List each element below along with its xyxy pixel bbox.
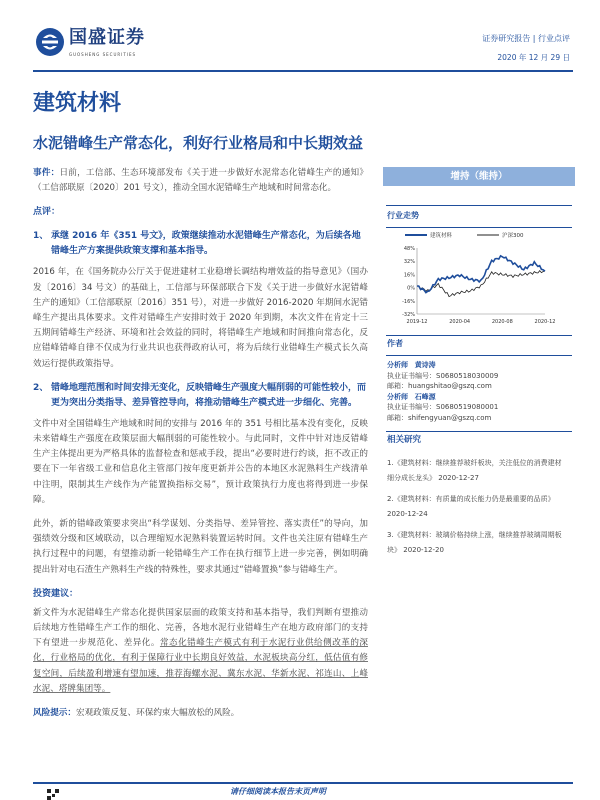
related-title: 相关研究 — [387, 435, 422, 445]
header-rule — [33, 70, 573, 72]
point-1 — [33, 229, 368, 371]
extra-paragraph: 此外，新的错峰政策要求突出“科学谋划、分类指导、差异管控、落实责任”的导向，加强绩效分级和区域联动，以合理缩短水泥熟料装置运转时间。文件也关注原有错峰生产执行过程中的问题，有望推动新一轮错峰生产工作在执行细节上进一步完善，例如明确提出针对电石渣生产熟料生产线的特殊性，要求其通过“错峰置换”参与错峰生产。 — [33, 519, 368, 575]
x-tick-label: 2020-08 — [491, 319, 513, 325]
divider — [386, 431, 572, 432]
y-tick-label: 0% — [407, 285, 415, 292]
y-tick-label: -32% — [402, 312, 415, 318]
y-tick-label: 16% — [403, 272, 415, 279]
x-tick-label: 2020-12 — [534, 319, 556, 325]
event-text: 日前，工信部、生态环境部发布《关于进一步做好水泥常态化错峰生产的通知》（工信部联原〔2020〕201 号文），推动全国水泥错峰生产地域和时间常态化。 — [33, 168, 368, 194]
point-body: 文件中对全国错峰生产地域和时间的安排与 2016 年的 351 号相比基本没有变化，反映未来错峰生产强度在政策层面大幅削弱的可能性较小。与此同时，文件中针对违反错峰生产主体提出更为严格具体的监督检查和惩戒手段，提出“必要时进行约谈，拒不改正的要在下一年省级工业和信息化主管部门按年度更新并公告的本地区水泥熟料生产线清单中注明，限制其生产线作为产能置换指标交易”，预计政策执行力度也将得到进一步保障。 — [33, 418, 368, 505]
event — [33, 166, 368, 196]
invest-recommendation: 常态化错峰生产模式有利于水泥行业供给侧改革的深化，行业格局的优化，有利于保障行业中长期良好效益，水泥板块高分红，低估值有修复空间，后续盈利增速有望加速，推荐海螺水泥、冀东水泥、华新水泥、祁连山、上峰水泥、塔牌集团等。 — [33, 638, 368, 694]
rating-badge: 增持（维持） — [383, 167, 575, 186]
invest-label: 投资建议： — [33, 588, 79, 599]
cert-label: 执业证书编号： — [387, 403, 436, 411]
y-tick-label: 32% — [403, 259, 415, 266]
related-title: 2.《建筑材料：有质量的成长能力仍是最重要的品质》 — [387, 495, 555, 503]
x-tick-label: 2019-12 — [406, 319, 428, 325]
related-item[interactable] — [387, 492, 567, 522]
point-title: 承继 2016 年《351 号文》，政策继续推动水泥错峰生产常态化，为后续各地错峰生产方案提供政策支撑和基本指导。 — [51, 231, 361, 257]
risk — [33, 706, 368, 721]
invest-text — [33, 606, 368, 697]
brand-en: GUOSHENG SECURITIES — [69, 52, 137, 57]
author-email[interactable]: shifengyuan@gszq.com — [408, 413, 492, 422]
related-date: 2020-12-24 — [387, 510, 428, 518]
logo — [35, 26, 195, 62]
invest-body: 新文件为水泥错峰生产常态化提供国家层面的政策支持和基本指导，我们判断有望推动后续地方性错峰生产工作的细化、完善，各地水泥行业错峰生产在地方政府部门的支持下有望进一步规范化、差异化。 — [33, 607, 368, 649]
author-name: 黄诗涛 — [414, 361, 436, 369]
divider — [386, 355, 572, 356]
cert-number: S0680518030009 — [436, 371, 499, 380]
author-email[interactable]: huangshitao@gszq.com — [408, 382, 492, 390]
related-title: 1.《建筑材料：继续推荐玻纤板块，关注低位的消费建材细分成长龙头》 — [387, 459, 562, 482]
trend-chart — [395, 230, 565, 330]
point-number: 2、 — [33, 382, 49, 393]
footer-rule — [33, 782, 573, 784]
x-tick-label: 2020-04 — [449, 319, 471, 325]
series-line-building-materials — [417, 256, 545, 293]
author — [387, 392, 573, 424]
author-role: 分析师 — [387, 361, 408, 369]
main-column — [33, 166, 368, 730]
point-2 — [33, 381, 368, 508]
legend-label: 沪深300 — [502, 233, 524, 239]
related-date: 2020-12-20 — [403, 546, 444, 554]
authors — [387, 360, 573, 423]
y-tick-label: -16% — [402, 298, 415, 305]
risk-label: 风险提示： — [33, 708, 76, 719]
event-label: 事件： — [33, 168, 60, 178]
risk-text: 宏观政策反复、环保约束大幅放松的风险。 — [75, 708, 240, 719]
related-date: 2020-12-27 — [438, 474, 479, 482]
comment-label: 点评： — [33, 207, 61, 218]
author — [387, 360, 573, 392]
point-title: 错峰地理范围和时间安排无变化，反映错峰生产强度大幅削弱的可能性较小，而更为突出分类指导、差异管控导向，将推动错峰生产模式进一步细化、完善。 — [51, 382, 367, 408]
brand-name: 国盛证券 — [69, 27, 145, 48]
related-title: 3.《建筑材料：玻璃价格持续上涨，继续推荐玻璃周期板块》 — [387, 531, 562, 554]
logo-icon — [35, 26, 65, 58]
related-item[interactable] — [387, 528, 567, 558]
legend-label: 建筑材料 — [430, 233, 453, 239]
email-label: 邮箱： — [387, 382, 408, 390]
author-name: 石峰源 — [414, 392, 436, 401]
author-role: 分析师 — [387, 392, 408, 401]
report-date: 2020 年 12 月 29 日 — [497, 53, 570, 62]
divider — [386, 227, 572, 228]
y-tick-label: 48% — [403, 246, 415, 252]
cert-number: S0680519080001 — [436, 403, 499, 411]
trend-title: 行业走势 — [387, 211, 419, 220]
qr-code-icon — [47, 789, 59, 800]
point-body: 2016 年，在《国务院办公厅关于促进建材工业稳增长调结构增效益的指导意见》（国办发〔2016〕34 号文）的基础上，工信部与环保部联合下发《关于进一步做好水泥错峰生产的通知》（工信部联原〔2016〕351 号），对进一步做好 2016-2020 年期间水泥错峰生产提出具体要求。文件对错峰生产安排时效于 2020 年到期，本次文件在肯定十三五期间错峰生产经济、环境和社会效益的同时，将错峰生产地域和时间推向常态化，反应错峰错峰自律不仅成为行业共识也获得政府认可，将为后续行业错峰生产模式长久高效运行提供政策指导。 — [33, 267, 368, 369]
divider — [386, 335, 572, 336]
related-item[interactable] — [387, 456, 567, 486]
authors-title: 作者 — [387, 339, 403, 348]
report-title: 水泥错峰生产常态化，利好行业格局和中长期效益 — [33, 134, 364, 152]
report-type: 证券研究报告 | 行业点评 — [482, 34, 570, 43]
related-list — [387, 456, 567, 564]
footer-note: 请仔细阅读本报告末页声明 — [230, 787, 326, 796]
divider — [386, 205, 572, 206]
point-number: 1、 — [33, 231, 49, 242]
cert-label: 执业证书编号： — [387, 371, 436, 380]
sector-title: 建筑材料 — [33, 91, 122, 116]
email-label: 邮箱： — [387, 413, 408, 422]
